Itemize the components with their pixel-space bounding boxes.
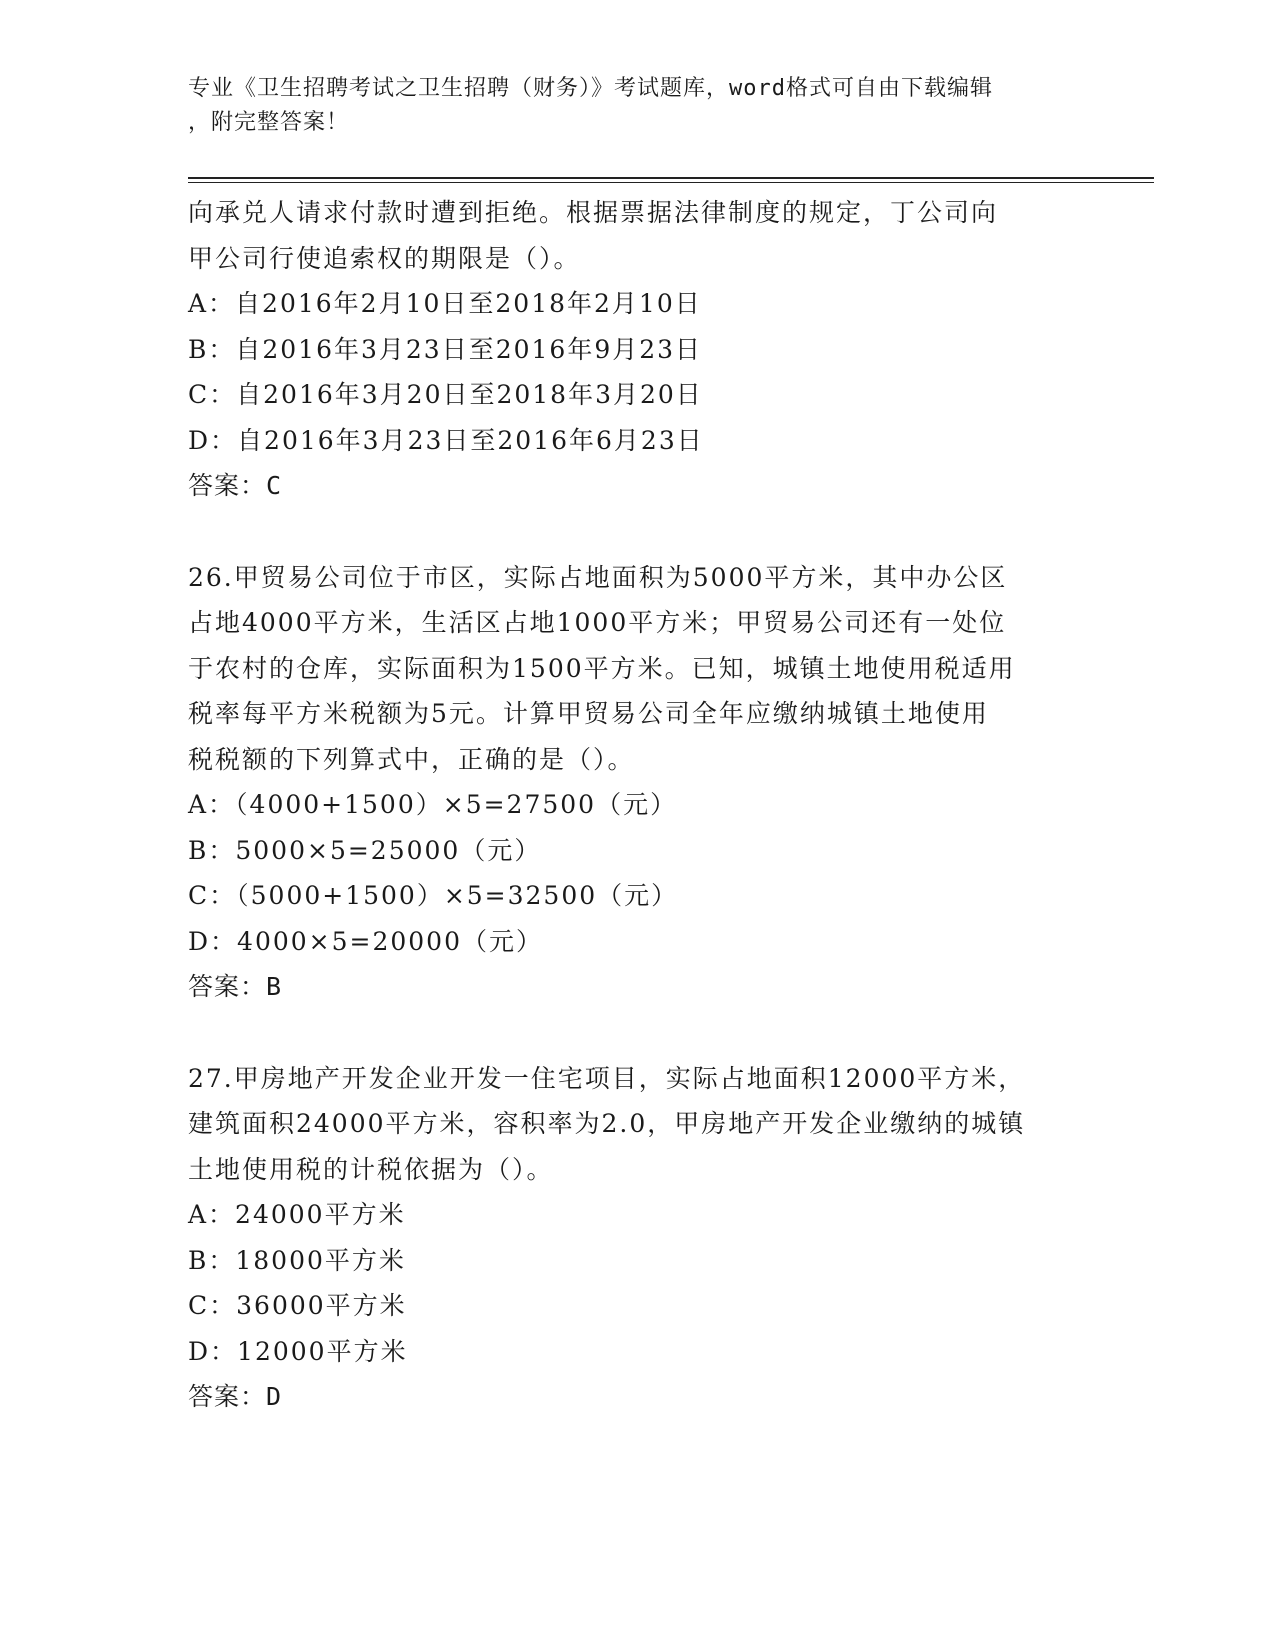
option-a: A：（4000+1500）×5=27500（元） — [188, 790, 678, 819]
option-a: A：24000平方米 — [188, 1200, 406, 1229]
question-stem-line: 税率每平方米税额为5元。计算甲贸易公司全年应缴纳城镇土地使用 — [188, 699, 989, 728]
question-25 — [188, 190, 1088, 509]
option-b: B：18000平方米 — [188, 1245, 406, 1275]
answer-line: 答案：D — [188, 1382, 283, 1411]
header-divider-thick — [188, 177, 1154, 179]
option-c: C：（5000+1500）×5=32500（元） — [188, 881, 679, 910]
question-stem-line: 向承兑人请求付款时遭到拒绝。根据票据法律制度的规定，丁公司向 — [188, 198, 999, 227]
option-b: B：自2016年3月23日至2016年9月23日 — [188, 334, 703, 364]
question-stem-line: 26.甲贸易公司位于市区，实际占地面积为5000平方米，其中办公区 — [188, 562, 1008, 592]
spacer — [188, 509, 1088, 555]
question-stem-line: 27.甲房地产开发企业开发一住宅项目，实际占地面积12000平方米， — [188, 1063, 1026, 1093]
question-stem-line: 土地使用税的计税依据为（）。 — [188, 1154, 554, 1184]
option-d: D：12000平方米 — [188, 1336, 408, 1366]
header-divider-thin — [188, 182, 1154, 183]
question-27 — [188, 1056, 1088, 1420]
question-stem-line: 甲公司行使追索权的期限是（）。 — [188, 243, 581, 273]
option-b: B：5000×5=25000（元） — [188, 835, 542, 865]
question-stem-line: 建筑面积24000平方米，容积率为2.0，甲房地产开发企业缴纳的城镇 — [188, 1109, 1026, 1138]
option-d: D：4000×5=20000（元） — [188, 926, 543, 956]
question-stem-line: 税税额的下列算式中，正确的是（）。 — [188, 744, 635, 774]
question-stem-line: 占地4000平方米，生活区占地1000平方米；甲贸易公司还有一处位 — [188, 608, 1007, 637]
header-line-1: 专业《卫生招聘考试之卫生招聘（财务）》考试题库，word格式可自由下载编辑 — [188, 76, 993, 101]
option-a: A：自2016年2月10日至2018年2月10日 — [188, 289, 702, 318]
option-c: C：36000平方米 — [188, 1291, 407, 1320]
answer-line: 答案：B — [188, 972, 283, 1001]
question-26 — [188, 555, 1088, 1010]
answer-line: 答案：C — [188, 471, 283, 500]
spacer — [188, 1010, 1088, 1056]
question-list — [188, 190, 1088, 1420]
option-d: D：自2016年3月23日至2016年6月23日 — [188, 425, 704, 455]
question-stem-line: 于农村的仓库，实际面积为1500平方米。已知，城镇土地使用税适用 — [188, 653, 1016, 683]
option-c: C：自2016年3月20日至2018年3月20日 — [188, 380, 703, 409]
header-line-2: ，附完整答案！ — [188, 110, 350, 135]
page-header — [188, 72, 1088, 140]
